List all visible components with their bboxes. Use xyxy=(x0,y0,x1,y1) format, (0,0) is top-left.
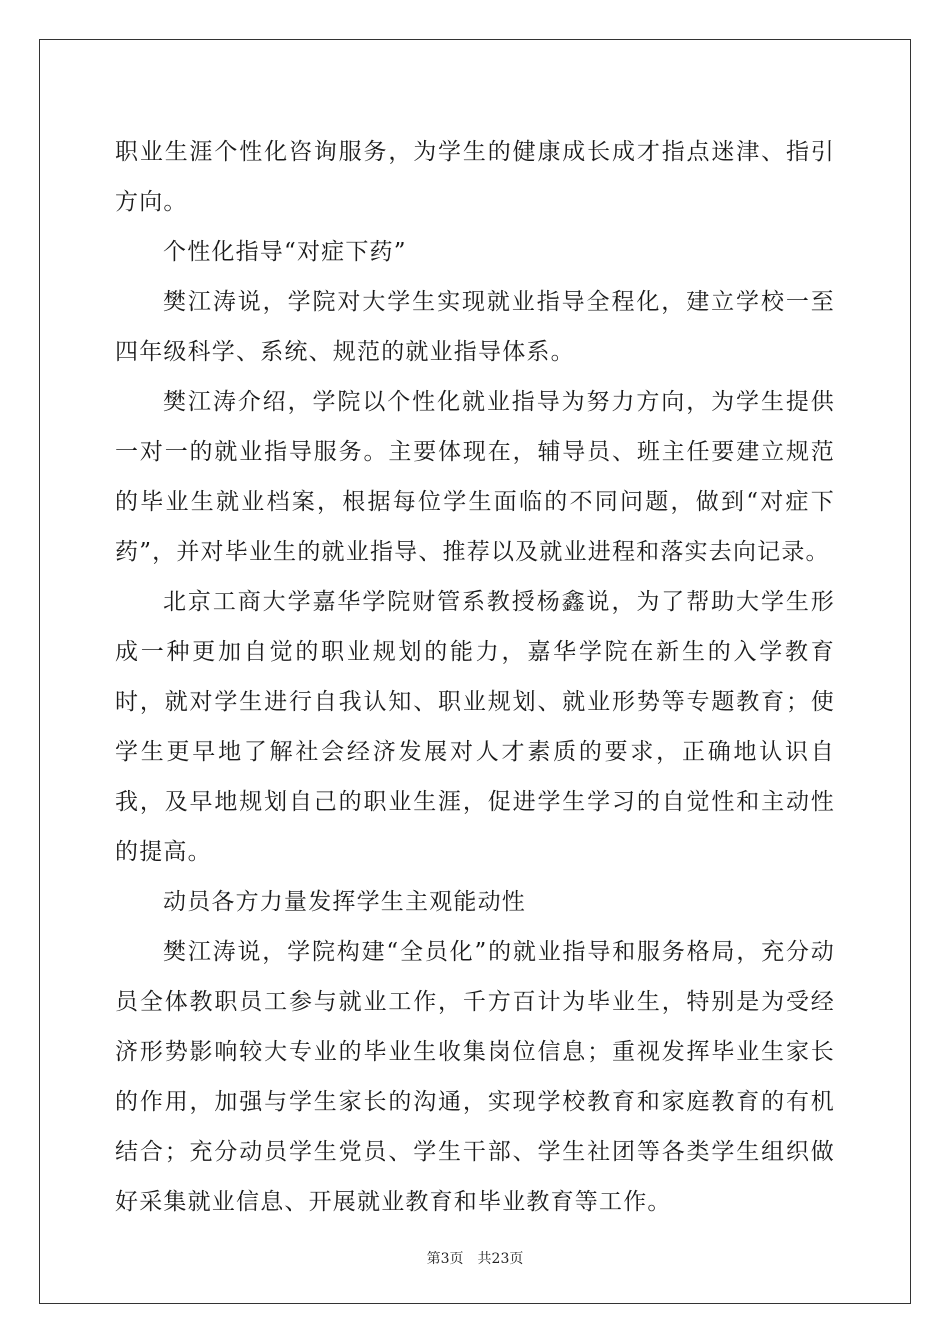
paragraph-7: 樊江涛说，学院构建“全员化”的就业指导和服务格局，充分动员全体教职员工参与就业工作，千方百计为毕业生，特别是为受经济形势影响较大专业的毕业生收集岗位信息；重视发挥毕业生家长的作用，加强与学生家长的沟通，实现学校教育和家庭教育的有机结合；充分动员学生党员、学生干部、学生社团等各类学生组织做好采集就业信息、开展就业教育和毕业教育等工作。 xyxy=(115,939,835,1215)
section-heading-personalized-guidance: 个性化指导“对症下药” xyxy=(163,239,407,265)
paragraph-5: 北京工商大学嘉华学院财管系教授杨鑫说，为了帮助大学生形成一种更加自觉的职业规划的能力，嘉华学院在新生的入学教育时，就对学生进行自我认知、职业规划、就业形势等专题教育；使学生更早地了解社会经济发展对人才素质的要求，正确地认识自我，及早地规划自己的职业生涯，促进学生学习的自觉性和主动性的提高。 xyxy=(115,589,835,865)
paragraph-3: 樊江涛说，学院对大学生实现就业指导全程化，建立学校一至四年级科学、系统、规范的就业指导体系。 xyxy=(115,289,835,365)
paragraph-1: 职业生涯个性化咨询服务，为学生的健康成长成才指点迷津、指引方向。 xyxy=(115,139,835,215)
section-heading-mobilize: 动员各方力量发挥学生主观能动性 xyxy=(163,889,526,915)
document-body xyxy=(115,127,835,1227)
paragraph-4: 樊江涛介绍，学院以个性化就业指导为努力方向，为学生提供一对一的就业指导服务。主要体现在，辅导员、班主任要建立规范的毕业生就业档案，根据每位学生面临的不同问题，做到“对症下药”，并对毕业生的就业指导、推荐以及就业进程和落实去向记录。 xyxy=(115,389,835,565)
page-footer xyxy=(0,1248,950,1268)
current-page-label: 第3页 xyxy=(426,1251,464,1267)
total-pages-label: 共23页 xyxy=(477,1251,524,1267)
